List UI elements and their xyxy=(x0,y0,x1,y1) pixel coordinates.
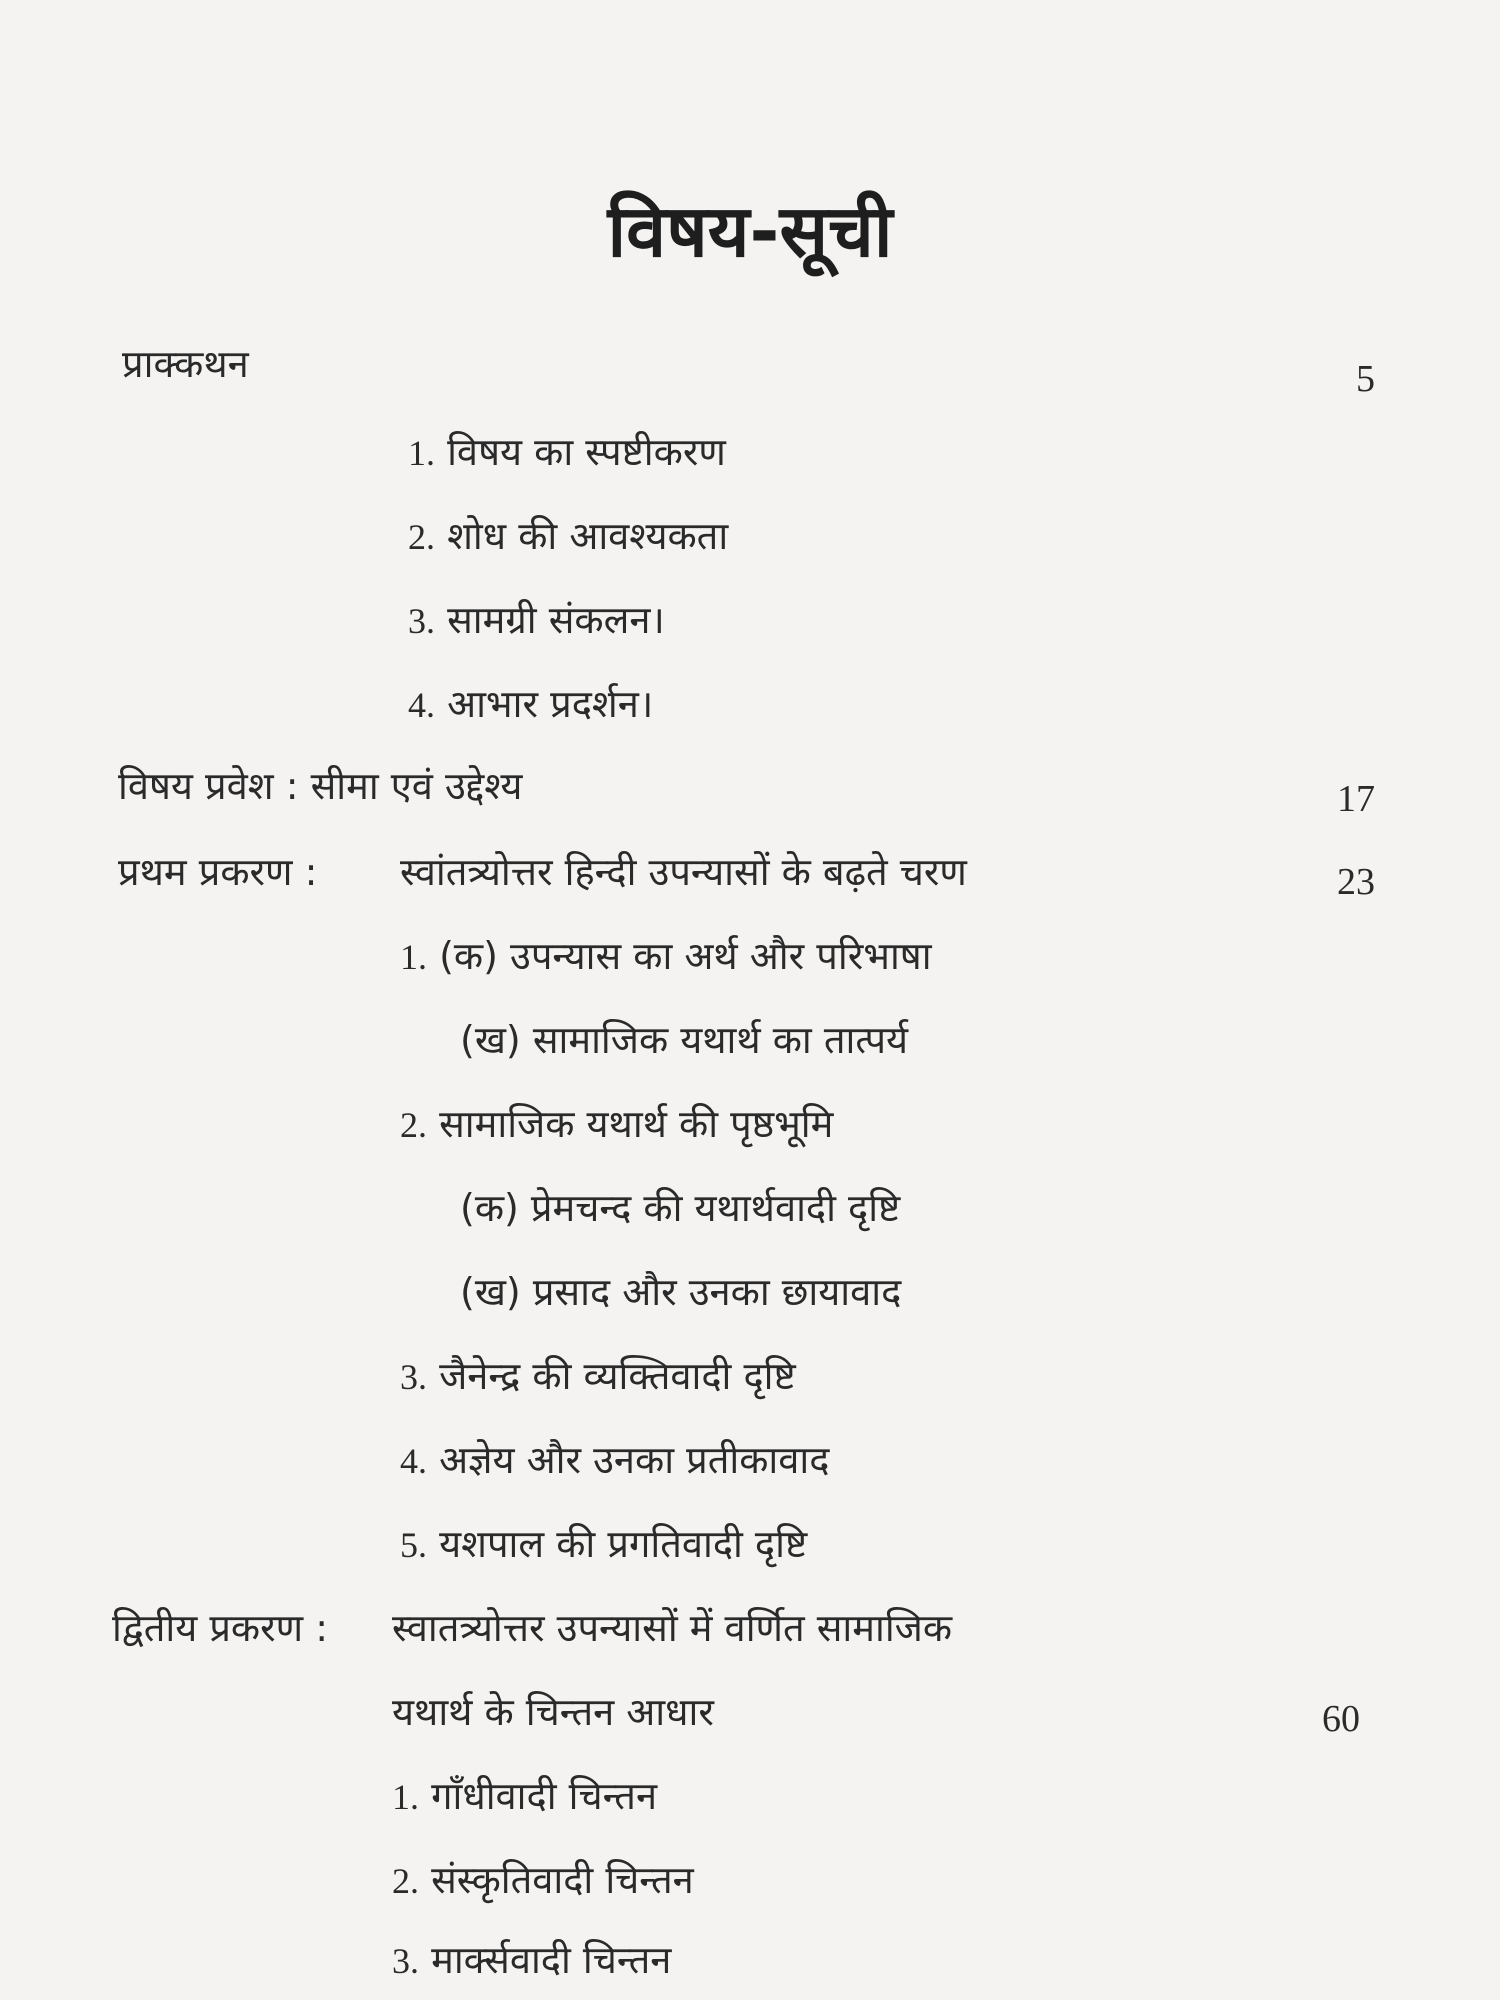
item-text: अज्ञेय और उनका प्रतीकावाद xyxy=(439,1438,830,1482)
toc-subentry xyxy=(408,428,726,477)
item-text: यशपाल की प्रगतिवादी दृष्टि xyxy=(439,1522,808,1566)
toc-subentry xyxy=(408,680,653,729)
item-text: शोध की आवश्यकता xyxy=(447,514,729,558)
toc-subentry xyxy=(400,1100,833,1149)
toc-subentry xyxy=(408,596,665,645)
page-number: 23 xyxy=(1337,861,1375,903)
toc-subentry: (ख) प्रसाद और उनका छायावाद xyxy=(460,1270,902,1314)
toc-entry-vishay-pravesh: विषय प्रवेश : सीमा एवं उद्देश्य xyxy=(118,764,523,808)
chapter-label: द्वितीय प्रकरण : xyxy=(112,1606,329,1650)
toc-subentry xyxy=(392,1936,671,1985)
item-number: 2. xyxy=(392,1861,419,1901)
page-number: 17 xyxy=(1337,778,1375,820)
chapter-label: प्रथम प्रकरण : xyxy=(118,850,318,894)
toc-subentry xyxy=(408,512,728,561)
toc-entry-prakkathan: प्राक्कथन xyxy=(122,342,249,386)
item-text: सामाजिक यथार्थ की पृष्ठभूमि xyxy=(439,1102,834,1146)
toc-subentry xyxy=(400,1436,829,1485)
toc-subentry: (ख) सामाजिक यथार्थ का तात्पर्य xyxy=(460,1018,909,1062)
item-number: 1. xyxy=(400,937,427,977)
item-text: संस्कृतिवादी चिन्तन xyxy=(431,1858,694,1902)
item-text: विषय का स्पष्टीकरण xyxy=(447,430,726,474)
item-number: 3. xyxy=(408,601,435,641)
toc-subentry xyxy=(392,1772,657,1821)
item-number: 4. xyxy=(400,1441,427,1481)
item-text: आभार प्रदर्शन। xyxy=(447,682,654,726)
toc-subentry xyxy=(400,1520,807,1569)
item-number: 4. xyxy=(408,685,435,725)
toc-subentry: (क) प्रेमचन्द की यथार्थवादी दृष्टि xyxy=(460,1186,901,1230)
item-number: 3. xyxy=(400,1357,427,1397)
item-text: (क) उपन्यास का अर्थ और परिभाषा xyxy=(439,934,932,978)
toc-subentry xyxy=(400,932,932,981)
toc-subentry xyxy=(392,1856,694,1905)
page-number: 5 xyxy=(1356,358,1375,400)
item-number: 1. xyxy=(408,433,435,473)
chapter-title: स्वांतत्र्योत्तर हिन्दी उपन्यासों के बढ़ते चरण xyxy=(400,850,967,894)
page-number: 60 xyxy=(1322,1698,1360,1740)
chapter-title-continued: यथार्थ के चिन्तन आधार xyxy=(392,1690,714,1734)
item-text: सामग्री संकलन। xyxy=(447,598,665,642)
item-text: गाँधीवादी चिन्तन xyxy=(431,1774,658,1818)
toc-subentry xyxy=(400,1352,796,1401)
item-number: 3. xyxy=(392,1941,419,1981)
item-number: 5. xyxy=(400,1525,427,1565)
item-number: 2. xyxy=(408,517,435,557)
item-text: जैनेन्द्र की व्यक्तिवादी दृष्टि xyxy=(439,1354,796,1398)
item-number: 1. xyxy=(392,1777,419,1817)
item-number: 2. xyxy=(400,1105,427,1145)
page-title: विषय-सूची xyxy=(607,189,893,273)
chapter-title: स्वातत्र्योत्तर उपन्यासों में वर्णित सामाजिक xyxy=(392,1606,953,1650)
item-text: मार्क्सवादी चिन्तन xyxy=(431,1938,672,1982)
